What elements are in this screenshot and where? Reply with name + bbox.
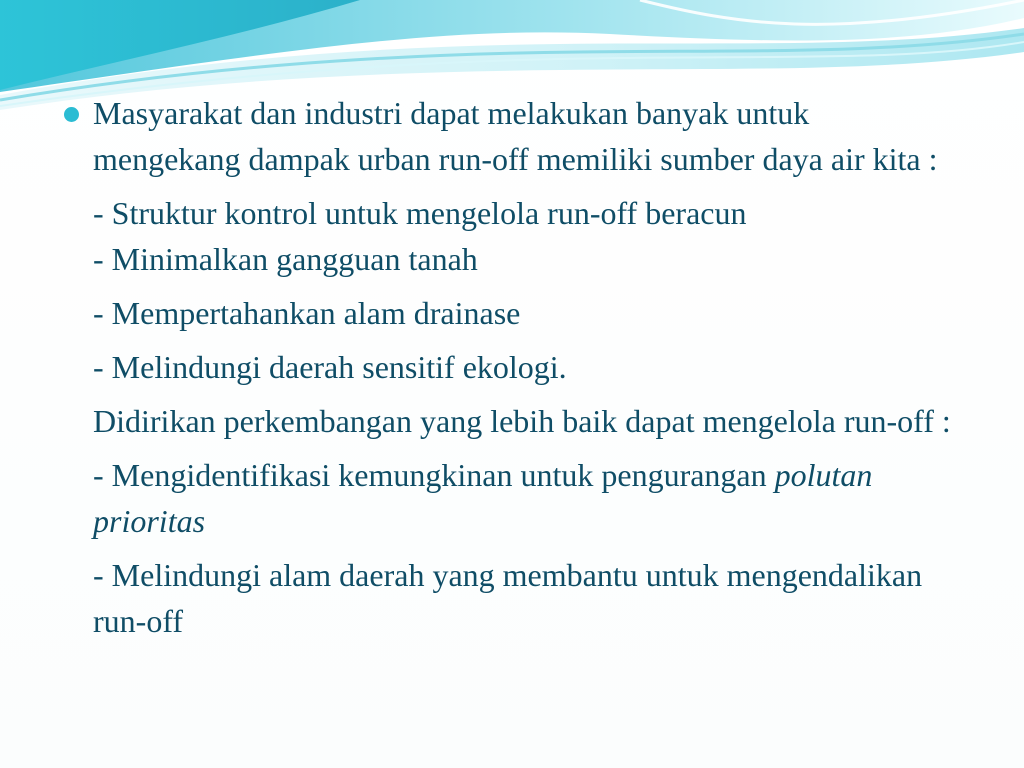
list-item: - Melindungi alam daerah yang membantu untuk mengendalikan run-off [93,557,923,639]
list-item: - Struktur kontrol untuk mengelola run-off beracun [93,195,747,231]
list-item: - Melindungi daerah sensitif ekologi. [93,349,567,385]
list-item: - Minimalkan gangguan tanah [93,241,478,277]
bullet-dot-icon [64,107,79,122]
list-item-text: - Mengidentifikasi kemungkinan untuk pengurangan [93,457,775,493]
slide-content [56,90,956,644]
bullet-paragraph-text: Masyarakat dan industri dapat melakukan banyak untuk mengekang dampak urban run-off memiliki sumber daya air kita : [93,95,938,177]
section-text: Didirikan perkembangan yang lebih baik dapat mengelola run-off : [93,403,951,439]
bullet-paragraph [56,90,956,182]
list-item: - Mempertahankan alam drainase [93,295,521,331]
list-item [56,452,956,544]
list-item-emphasis: polutan prioritas [93,457,873,539]
